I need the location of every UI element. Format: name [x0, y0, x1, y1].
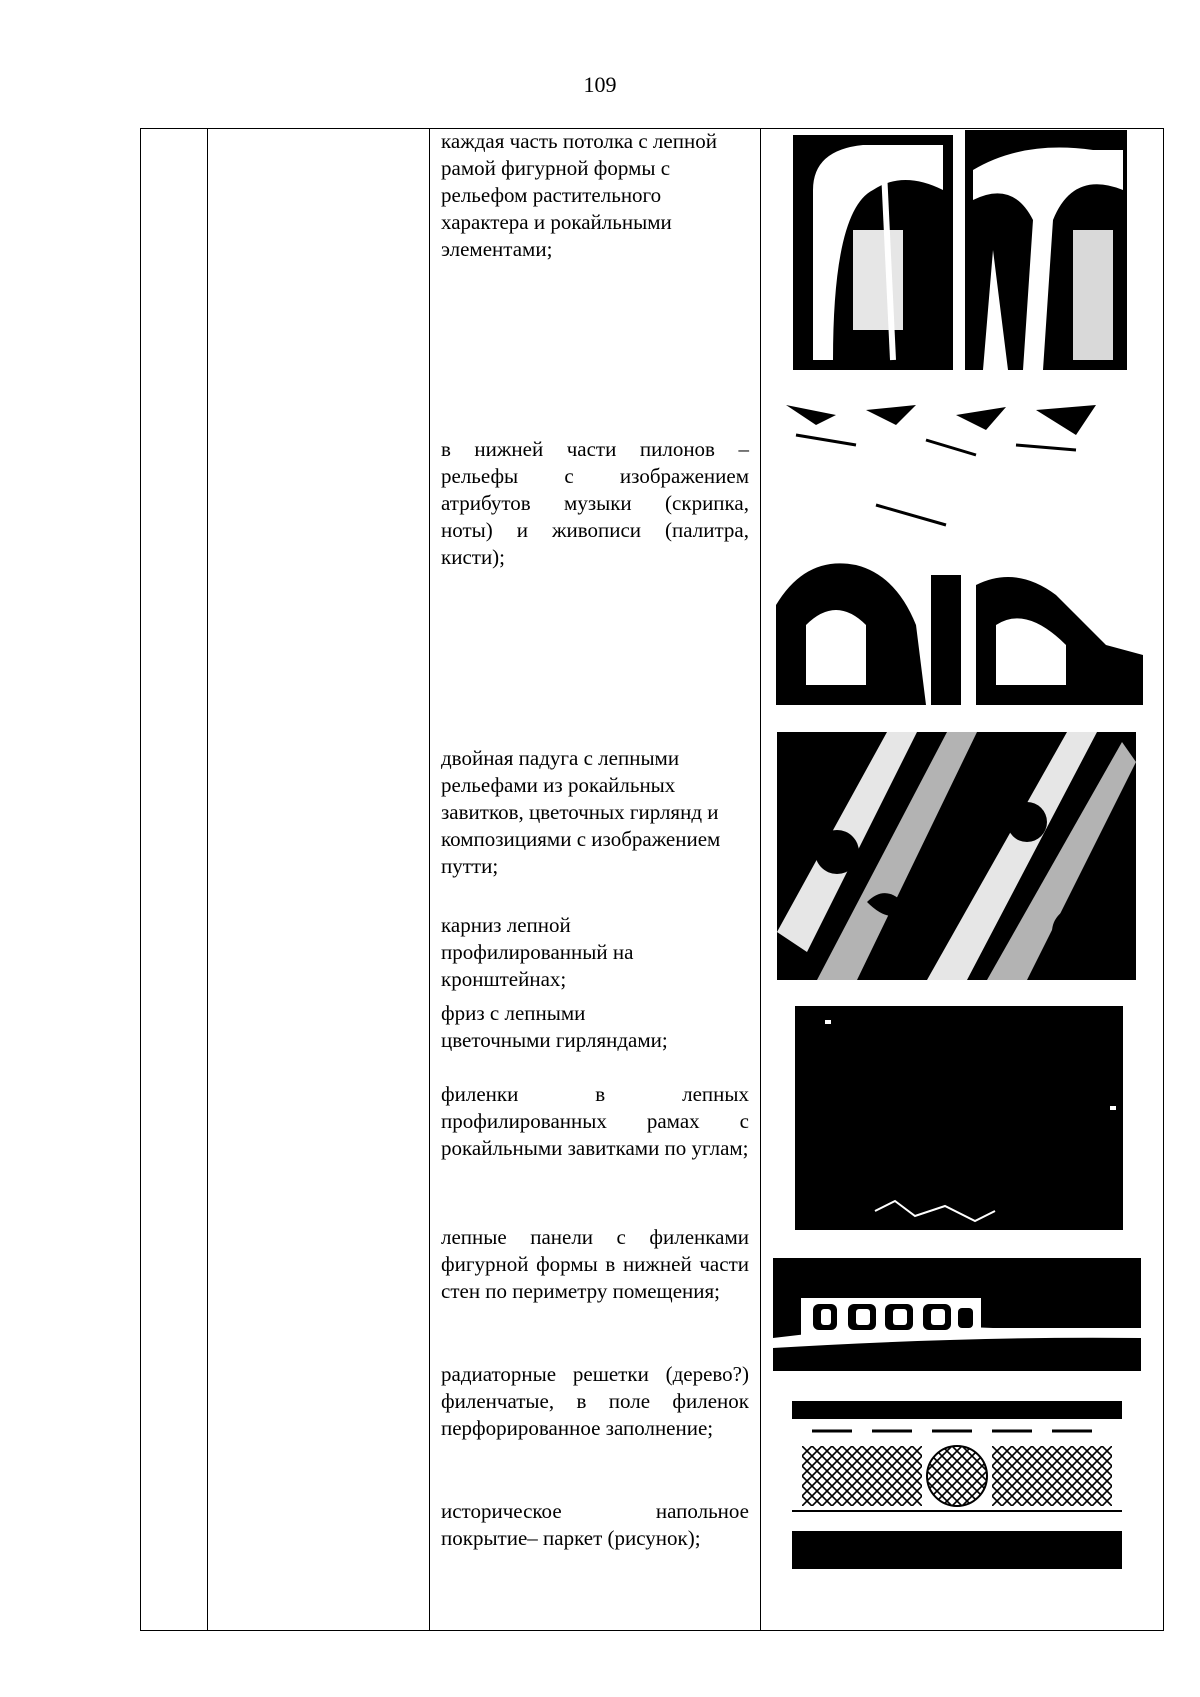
- description-cornice: карниз лепной профилированный на кронштейнах;: [441, 913, 634, 991]
- arch-photo: [777, 732, 1136, 980]
- radiator-photo: [792, 1401, 1122, 1569]
- photo-ceiling-frames-icon: [793, 130, 1127, 370]
- description-floor: историческое напольное покрытие– паркет (рисунок);: [441, 1499, 749, 1550]
- photo-pylon-reliefs-icon: [776, 395, 1143, 705]
- panels-photo: [773, 1258, 1141, 1371]
- description-wall-panels: лепные панели с филенками фигурной формы в нижней части стен по периметру помещения;: [441, 1225, 749, 1303]
- description-panels-frames: филенки в лепных профилированных рамах с рокайльными завитками по углам;: [441, 1082, 749, 1160]
- ceiling-photo: [793, 130, 1127, 370]
- photo-radiator-grille-icon: [792, 1401, 1122, 1569]
- description-radiators: радиаторные решетки (дерево?) филенчатые, в поле филенок перфорированное заполнение;: [441, 1362, 749, 1440]
- photo-wall-panels-icon: [773, 1258, 1141, 1371]
- column-divider-3: [760, 128, 761, 1631]
- photo-dark-interior-icon: [795, 1006, 1123, 1230]
- dark-photo: [795, 1006, 1123, 1230]
- description-ceiling: каждая часть потолка с лепной рамой фигурной формы с рельефом растительного характера и рокайльными элементами;: [441, 129, 717, 261]
- pylons-photo: [776, 395, 1143, 705]
- column-divider-2: [429, 128, 430, 1631]
- photo-double-arch-icon: [777, 732, 1136, 980]
- page-number: 109: [583, 72, 617, 97]
- description-arch: двойная падуга с лепными рельефами из рокайльных завитков, цветочных гирлянд и композициями с изображением путти;: [441, 746, 721, 878]
- description-frieze: фриз с лепными цветочными гирляндами;: [441, 1001, 668, 1052]
- column-divider-1: [207, 128, 208, 1631]
- description-pylons: в нижней части пилонов – рельефы с изображением атрибутов музыки (скрипка, ноты) и живописи (палитра, кисти);: [441, 437, 749, 569]
